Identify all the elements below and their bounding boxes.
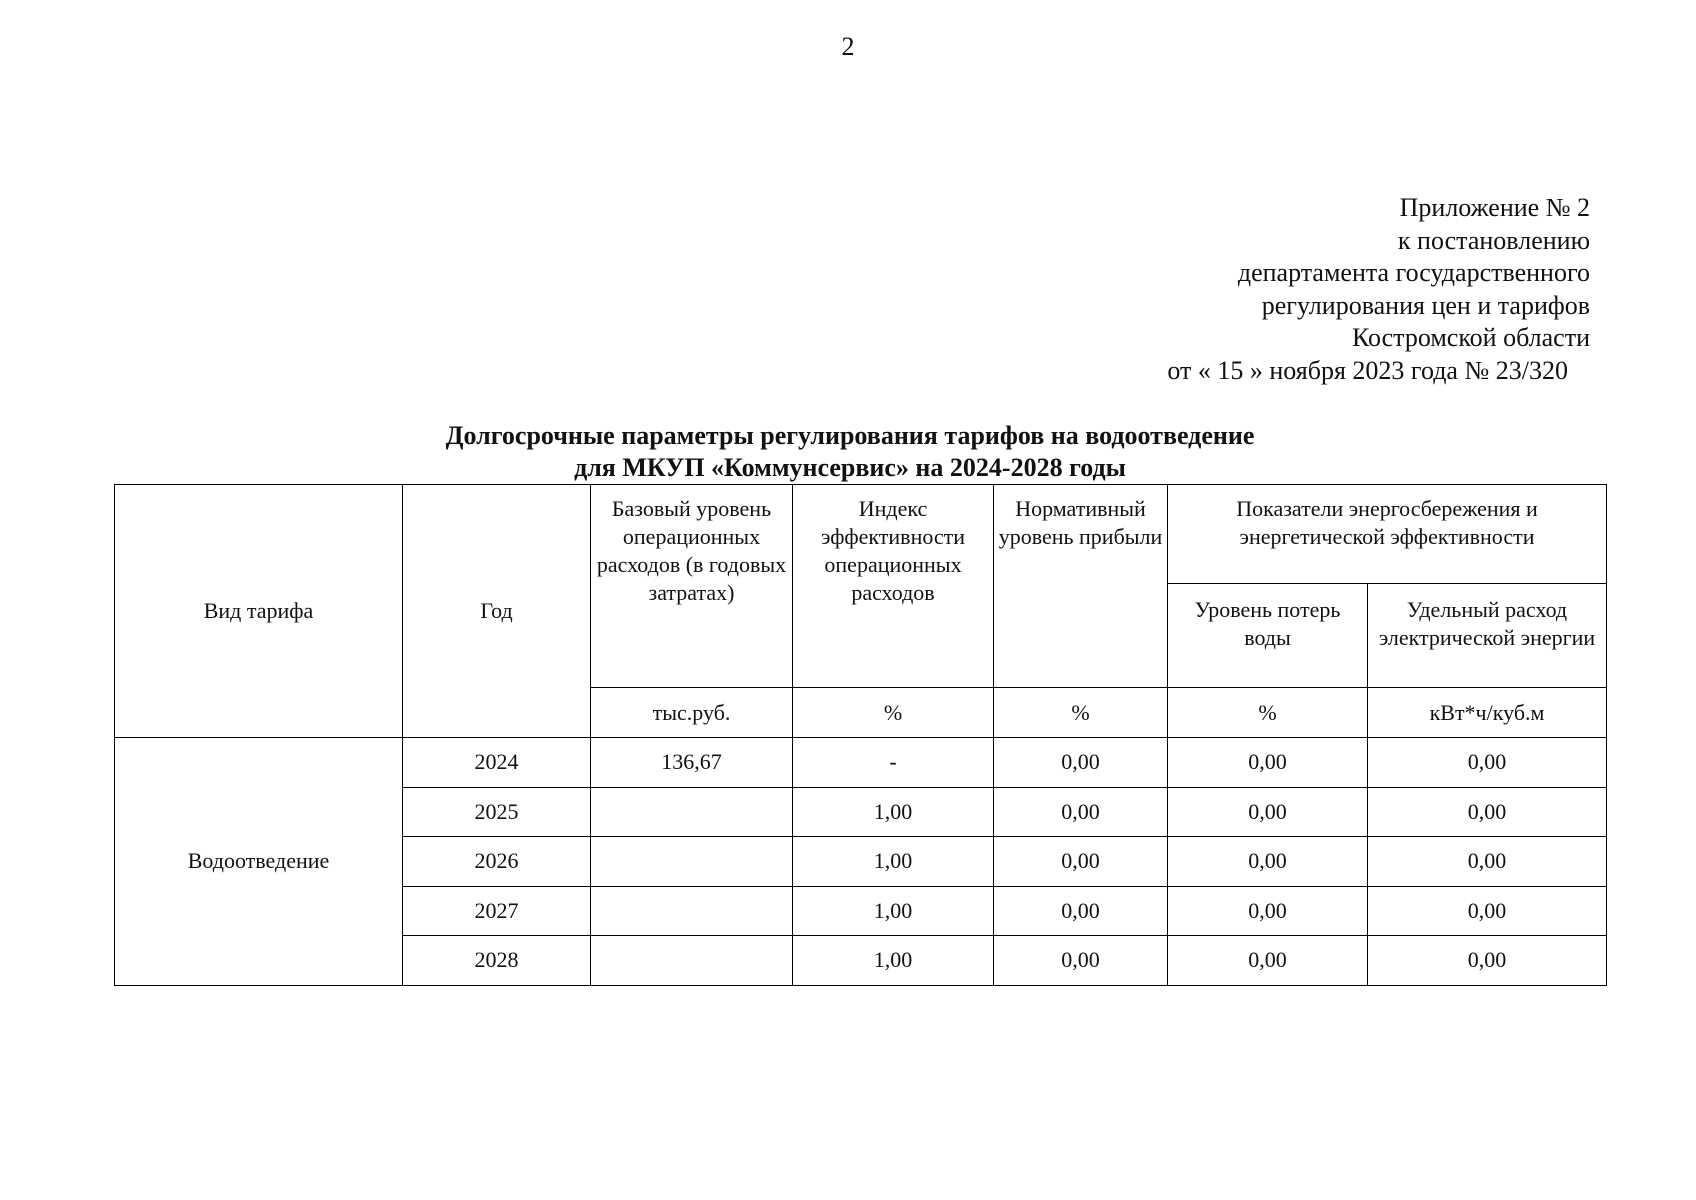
cell-water-loss: 0,00 <box>1168 886 1368 936</box>
cell-water-loss: 0,00 <box>1168 738 1368 788</box>
cell-electricity: 0,00 <box>1368 936 1607 986</box>
page-number: 2 <box>841 32 855 61</box>
cell-water-loss: 0,00 <box>1168 936 1368 986</box>
cell-water-loss: 0,00 <box>1168 787 1368 837</box>
appendix-department: департамента государственного <box>1237 258 1590 287</box>
cell-year: 2024 <box>403 738 591 788</box>
cell-efficiency-index: 1,00 <box>793 837 994 887</box>
appendix-ref: к постановлению <box>1397 225 1590 255</box>
unit-profit-level: % <box>994 688 1168 738</box>
cell-profit-level: 0,00 <box>994 936 1168 986</box>
cell-profit-level: 0,00 <box>994 787 1168 837</box>
cell-profit-level: 0,00 <box>994 738 1168 788</box>
appendix-block <box>1167 192 1590 387</box>
cell-base-level <box>591 886 793 936</box>
cell-electricity: 0,00 <box>1368 837 1607 887</box>
cell-electricity: 0,00 <box>1368 738 1607 788</box>
cell-electricity: 0,00 <box>1368 787 1607 837</box>
appendix-number: Приложение № 2 <box>1399 193 1590 222</box>
cell-water-loss: 0,00 <box>1168 837 1368 887</box>
cell-year: 2025 <box>403 787 591 837</box>
cell-efficiency-index: 1,00 <box>793 787 994 837</box>
header-water-loss: Уровень потерь воды <box>1168 584 1368 688</box>
cell-base-level <box>591 936 793 986</box>
table-header-row <box>115 485 1607 584</box>
appendix-date: от « 15 » ноября 2023 года № 23/320 <box>1167 355 1568 385</box>
table-row <box>115 738 1607 788</box>
header-profit-level: Нормативный уровень прибыли <box>994 485 1168 688</box>
unit-water-loss: % <box>1168 688 1368 738</box>
cell-profit-level: 0,00 <box>994 886 1168 936</box>
cell-efficiency-index: 1,00 <box>793 886 994 936</box>
cell-base-level <box>591 837 793 887</box>
document-title <box>405 420 1295 484</box>
document-title-line-1: Долгосрочные параметры регулирования тарифов на водоотведение <box>445 421 1255 450</box>
appendix-region: Костромской области <box>1351 323 1590 352</box>
cell-electricity: 0,00 <box>1368 886 1607 936</box>
cell-year: 2026 <box>403 837 591 887</box>
cell-base-level: 136,67 <box>591 738 793 788</box>
header-electricity: Удельный расход электрической энергии <box>1368 584 1607 688</box>
cell-base-level <box>591 787 793 837</box>
header-energy-group: Показатели энергосбережения и энергетической эффективности <box>1168 485 1607 584</box>
appendix-regulation: регулирования цен и тарифов <box>1261 290 1590 320</box>
unit-base-level: тыс.руб. <box>591 688 793 738</box>
cell-year: 2027 <box>403 886 591 936</box>
tariff-name-cell: Водоотведение <box>115 738 403 986</box>
cell-efficiency-index: 1,00 <box>793 936 994 986</box>
header-tariff-type: Вид тарифа <box>115 485 403 738</box>
header-base-level: Базовый уровень операционных расходов (в годовых затратах) <box>591 485 793 688</box>
cell-year: 2028 <box>403 936 591 986</box>
header-efficiency-index: Индекс эффективности операционных расходов <box>793 485 994 688</box>
header-year: Год <box>403 485 591 738</box>
cell-profit-level: 0,00 <box>994 837 1168 887</box>
tariff-parameters-table <box>114 484 1607 986</box>
unit-electricity: кВт*ч/куб.м <box>1368 688 1607 738</box>
document-title-line-2: для МКУП «Коммунсервис» на 2024-2028 годы <box>574 453 1126 482</box>
cell-efficiency-index: - <box>793 738 994 788</box>
unit-efficiency-index: % <box>793 688 994 738</box>
